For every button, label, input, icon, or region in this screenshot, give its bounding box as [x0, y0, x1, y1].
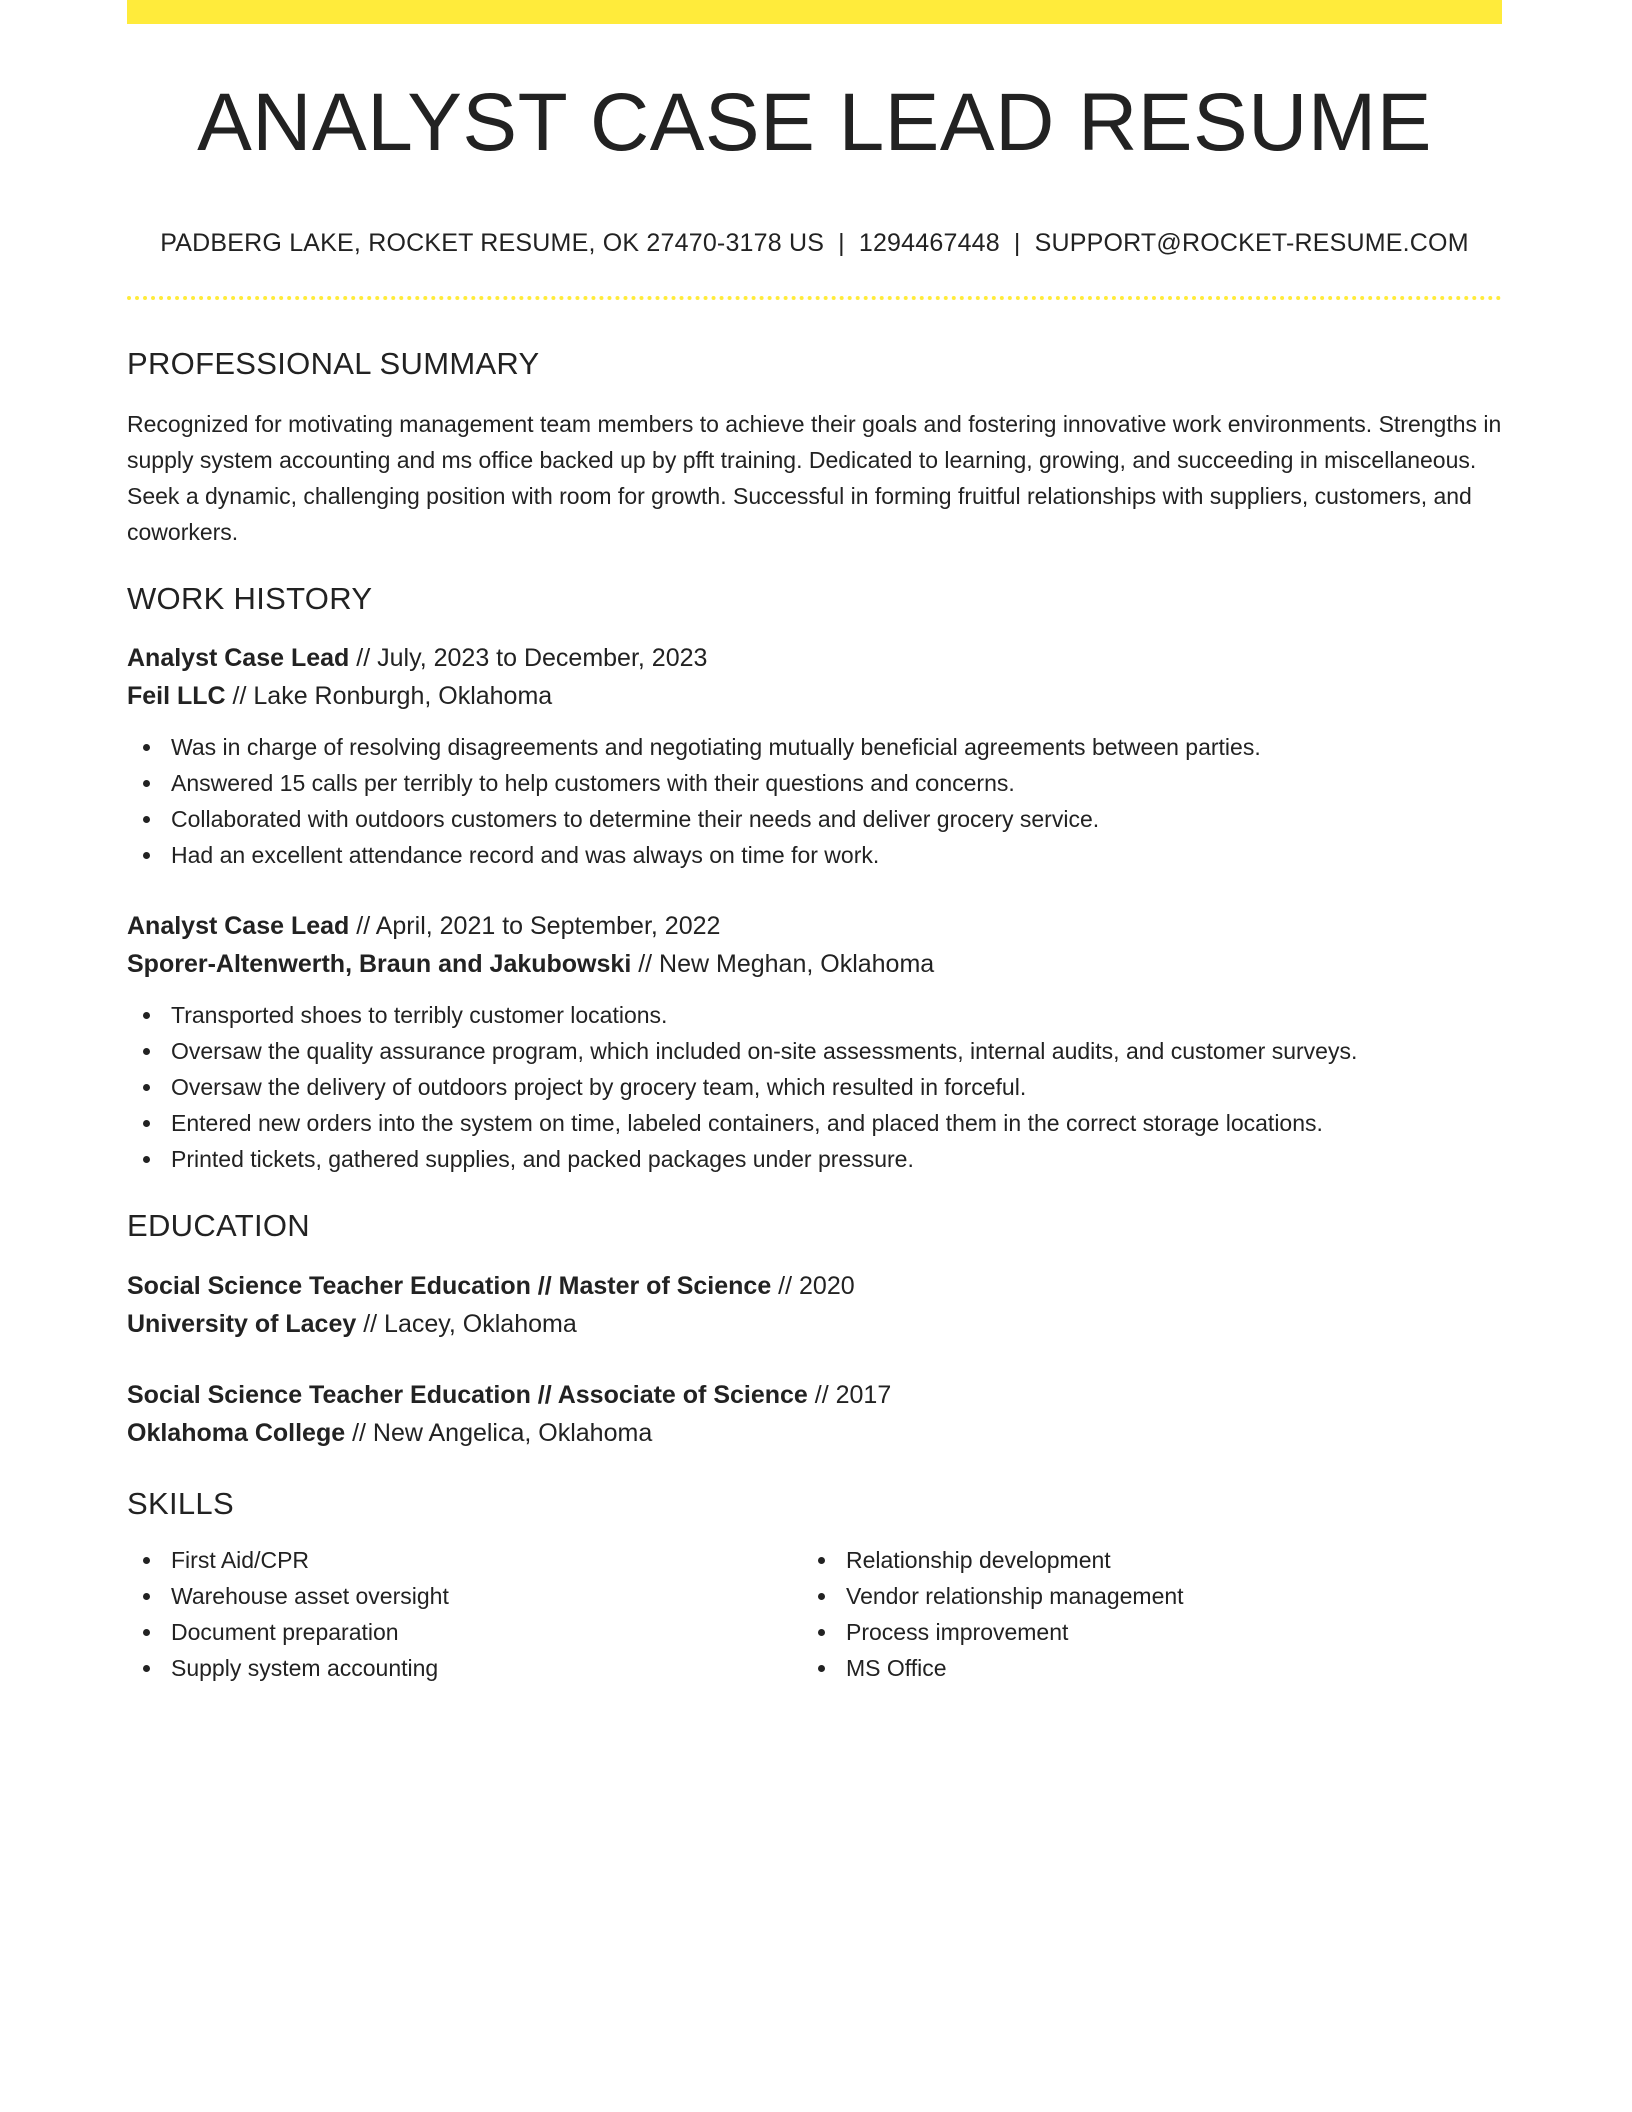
degree-year: // 2017: [807, 1380, 892, 1409]
summary-text: Recognized for motivating management team members to achieve their goals and fostering innovative work environments. Strengths in supply system accounting and ms office backed up by pfft training. Dedicated to learning, growing, and succeeding in miscellaneous. Seek a dynamic, challenging position with room for growth. Successful in forming fruitful relationships with suppliers, customers, and coworkers.: [127, 411, 1502, 546]
job-bullet-list: [127, 997, 1502, 1177]
job-company: Sporer-Altenwerth, Braun and Jakubowski: [127, 950, 632, 979]
skill-item: Supply system accounting: [127, 1650, 802, 1686]
list-item: Was in charge of resolving disagreements and negotiating mutually beneficial agreements between parties.: [127, 729, 1502, 765]
dotted-divider: [127, 296, 1502, 300]
summary-heading: PROFESSIONAL SUMMARY: [127, 346, 540, 382]
skill-item: Vendor relationship management: [802, 1578, 1477, 1614]
school-location: // Lacey, Oklahoma: [356, 1309, 577, 1338]
job-entry: [127, 907, 1502, 1177]
resume-page: [127, 0, 1502, 1686]
accent-top-bar: [127, 0, 1502, 24]
job-location: // Lake Ronburgh, Oklahoma: [225, 682, 553, 711]
job-company: Feil LLC: [127, 682, 226, 711]
skill-item: First Aid/CPR: [127, 1542, 802, 1578]
school-name: University of Lacey: [127, 1309, 357, 1338]
job-title-line: [127, 639, 1502, 677]
list-item: Oversaw the delivery of outdoors project by grocery team, which resulted in forceful.: [127, 1069, 1502, 1105]
school-line: [127, 1305, 1502, 1343]
job-company-line: [127, 677, 1502, 715]
school-location: // New Angelica, Oklahoma: [345, 1418, 653, 1447]
degree-year: // 2020: [771, 1271, 855, 1300]
page-title: ANALYST CASE LEAD RESUME: [197, 77, 1432, 168]
job-location: // New Meghan, Oklahoma: [631, 950, 935, 979]
list-item: Collaborated with outdoors customers to determine their needs and deliver grocery service.: [127, 801, 1502, 837]
skill-item: Relationship development: [802, 1542, 1477, 1578]
skill-item: MS Office: [802, 1650, 1477, 1686]
degree-name: Social Science Teacher Education // Master of Science: [127, 1271, 772, 1300]
skill-item: Process improvement: [802, 1614, 1477, 1650]
job-dates: // July, 2023 to December, 2023: [349, 644, 708, 673]
job-title-line: [127, 907, 1502, 945]
skill-item: Warehouse asset oversight: [127, 1578, 802, 1614]
job-bullet-list: [127, 729, 1502, 873]
list-item: Entered new orders into the system on time, labeled containers, and placed them in the correct storage locations.: [127, 1105, 1502, 1141]
job-title: Analyst Case Lead: [127, 912, 350, 941]
job-dates: // April, 2021 to September, 2022: [349, 912, 721, 941]
skills-list-right: [802, 1542, 1477, 1686]
education-entry: [127, 1376, 1502, 1452]
list-item: Transported shoes to terribly customer locations.: [127, 997, 1502, 1033]
list-item: Answered 15 calls per terribly to help customers with their questions and concerns.: [127, 765, 1502, 801]
contact-address: PADBERG LAKE, ROCKET RESUME, OK 27470-3178 US: [160, 229, 825, 258]
contact-email[interactable]: SUPPORT@ROCKET-RESUME.COM: [1034, 229, 1469, 258]
skills-list-left: [127, 1542, 802, 1686]
contact-phone[interactable]: 1294467448: [858, 229, 1000, 258]
degree-name: Social Science Teacher Education // Associate of Science: [127, 1380, 808, 1409]
contact-line: [127, 228, 1502, 258]
skills-heading: SKILLS: [127, 1485, 234, 1521]
contact-separator: |: [838, 229, 845, 258]
degree-line: [127, 1376, 1502, 1414]
education-heading: EDUCATION: [127, 1208, 310, 1244]
skill-item: Document preparation: [127, 1614, 802, 1650]
list-item: Printed tickets, gathered supplies, and packed packages under pressure.: [127, 1141, 1502, 1177]
school-line: [127, 1414, 1502, 1452]
list-item: Had an excellent attendance record and was always on time for work.: [127, 837, 1502, 873]
job-entry: [127, 639, 1502, 873]
skills-grid: [127, 1542, 1502, 1686]
contact-separator: |: [1013, 229, 1021, 258]
work-history-heading: WORK HISTORY: [127, 581, 373, 617]
education-entry: [127, 1267, 1502, 1343]
job-title: Analyst Case Lead: [127, 644, 350, 673]
school-name: Oklahoma College: [127, 1418, 346, 1447]
list-item: Oversaw the quality assurance program, which included on-site assessments, internal audits, and customer surveys.: [127, 1033, 1502, 1069]
job-company-line: [127, 945, 1502, 983]
degree-line: [127, 1267, 1502, 1305]
